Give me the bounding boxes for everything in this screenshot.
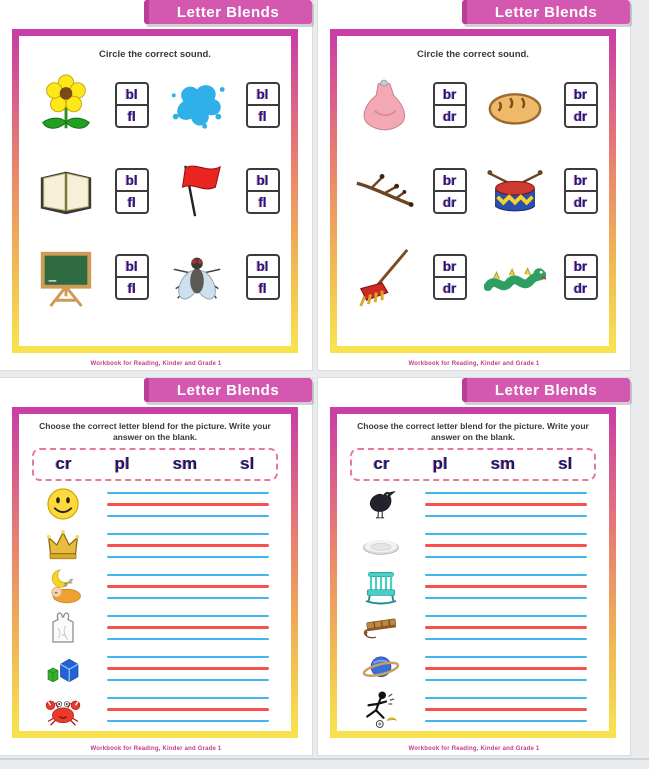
sound-option-box[interactable] — [246, 254, 280, 300]
write-row — [19, 484, 291, 525]
guide-line-blue — [107, 638, 269, 641]
sound-option-bl[interactable]: bl — [256, 172, 269, 188]
write-row — [337, 484, 609, 525]
page-footer: Workbook for Reading, Kinder and Grade 1 — [408, 746, 540, 752]
sound-option-bl[interactable]: bl — [125, 258, 138, 274]
sound-option-br[interactable]: br — [573, 258, 588, 274]
writing-lines — [425, 615, 609, 641]
book-icon — [35, 160, 97, 222]
guide-line-red — [107, 585, 269, 588]
page-footer: Workbook for Reading, Kinder and Grade 1 — [90, 746, 222, 752]
sound-option-bl[interactable]: bl — [256, 86, 269, 102]
guide-line-blue — [107, 697, 269, 700]
sound-option-dr[interactable]: dr — [435, 276, 465, 298]
guide-line-blue — [425, 720, 587, 723]
guide-line-red — [107, 544, 269, 547]
splat-icon — [166, 74, 228, 136]
word-bank-option-sm[interactable]: sm — [490, 454, 516, 474]
page-frame — [12, 407, 298, 738]
page-title: Letter Blends — [494, 381, 598, 399]
write-row — [19, 525, 291, 566]
bread-icon — [484, 74, 546, 136]
sound-option-fl[interactable]: fl — [117, 104, 147, 126]
guide-line-red — [107, 503, 269, 506]
sound-option-br[interactable]: br — [573, 172, 588, 188]
write-row — [19, 689, 291, 730]
guide-line-blue — [425, 574, 587, 577]
sound-option-box[interactable] — [433, 82, 467, 128]
guide-line-blue — [107, 533, 269, 536]
guide-line-blue — [425, 697, 587, 700]
dream-icon — [43, 566, 83, 606]
guide-line-blue — [425, 679, 587, 682]
sound-option-dr[interactable]: dr — [435, 104, 465, 126]
writing-lines — [107, 492, 291, 518]
sound-option-box[interactable] — [564, 254, 598, 300]
guide-line-blue — [425, 656, 587, 659]
blocks-icon — [43, 648, 83, 688]
sound-option-bl[interactable]: bl — [256, 258, 269, 274]
write-row — [19, 648, 291, 689]
guide-line-red — [425, 585, 587, 588]
word-bank — [32, 448, 278, 481]
page-title-banner — [144, 0, 312, 24]
guide-line-blue — [107, 720, 269, 723]
write-items-list — [19, 484, 291, 730]
dress-icon — [353, 74, 415, 136]
guide-line-blue — [425, 492, 587, 495]
word-bank — [350, 448, 596, 481]
instruction-text: Choose the correct letter blend for the picture. Write your answer on the blank. — [39, 421, 271, 443]
writing-lines — [107, 533, 291, 559]
write-row — [337, 689, 609, 730]
write-row — [19, 607, 291, 648]
writing-lines — [425, 574, 609, 600]
sound-option-box[interactable] — [115, 168, 149, 214]
sound-option-bl[interactable]: bl — [125, 172, 138, 188]
page-frame — [330, 407, 616, 738]
crib-icon — [361, 566, 401, 606]
page-title: Letter Blends — [494, 3, 598, 21]
guide-line-blue — [425, 556, 587, 559]
sound-option-dr[interactable]: dr — [566, 190, 596, 212]
branch-icon — [353, 160, 415, 222]
sound-option-br[interactable]: br — [443, 258, 457, 274]
writing-lines — [425, 697, 609, 723]
guide-line-blue — [107, 597, 269, 600]
sled-icon — [361, 607, 401, 647]
page-title: Letter Blends — [176, 381, 280, 399]
word-bank-option-pl[interactable]: pl — [432, 454, 448, 474]
sound-option-box[interactable] — [564, 168, 598, 214]
sound-option-dr[interactable]: dr — [435, 190, 465, 212]
guide-line-red — [425, 544, 587, 547]
word-bank-option-sl[interactable]: sl — [558, 454, 573, 474]
sound-option-box[interactable] — [564, 82, 598, 128]
writing-lines — [107, 656, 291, 682]
writing-lines — [107, 574, 291, 600]
guide-line-red — [425, 708, 587, 711]
page-frame — [330, 29, 616, 353]
word-bank-option-sl[interactable]: sl — [240, 454, 255, 474]
word-bank-option-cr[interactable]: cr — [55, 454, 72, 474]
plastic-bag-icon — [43, 607, 83, 647]
word-bank-option-sm[interactable]: sm — [172, 454, 198, 474]
drum-icon — [484, 160, 546, 222]
sound-option-br[interactable]: br — [443, 172, 457, 188]
planet-icon — [361, 648, 401, 688]
write-row — [337, 607, 609, 648]
guide-line-blue — [425, 597, 587, 600]
write-row — [337, 525, 609, 566]
page-title: Letter Blends — [176, 3, 280, 21]
guide-line-red — [107, 667, 269, 670]
flower-icon — [35, 74, 97, 136]
circle-items-grid — [337, 74, 609, 308]
sound-option-dr[interactable]: dr — [566, 276, 596, 298]
sound-option-br[interactable]: br — [443, 86, 457, 102]
instruction-text: Circle the correct sound. — [417, 49, 529, 60]
dragon-icon — [484, 246, 546, 308]
slip-icon — [361, 689, 401, 729]
page-frame — [12, 29, 298, 353]
sound-option-bl[interactable]: bl — [125, 86, 138, 102]
write-row — [337, 648, 609, 689]
worksheet-page-top-right — [318, 0, 630, 370]
sound-option-box[interactable] — [115, 82, 149, 128]
guide-line-blue — [107, 574, 269, 577]
crown-icon — [43, 525, 83, 565]
writing-lines — [425, 533, 609, 559]
guide-line-red — [425, 667, 587, 670]
crow-icon — [361, 484, 401, 524]
guide-line-blue — [107, 656, 269, 659]
sound-option-box[interactable] — [115, 254, 149, 300]
write-items-list — [337, 484, 609, 730]
worksheet-page-bottom-right — [318, 378, 630, 755]
writing-lines — [425, 492, 609, 518]
sound-option-box[interactable] — [246, 82, 280, 128]
guide-line-blue — [425, 533, 587, 536]
instruction-text: Circle the correct sound. — [99, 49, 211, 60]
worksheet-page-bottom-left — [0, 378, 312, 755]
sound-option-br[interactable]: br — [573, 86, 588, 102]
guide-line-blue — [107, 515, 269, 518]
guide-line-red — [107, 626, 269, 629]
plate-icon — [361, 525, 401, 565]
page-title-banner — [462, 0, 630, 24]
page-footer: Workbook for Reading, Kinder and Grade 1 — [90, 361, 222, 367]
smiley-icon — [43, 484, 83, 524]
guide-line-blue — [107, 492, 269, 495]
write-row — [19, 566, 291, 607]
worksheet-page-top-left — [0, 0, 312, 370]
page-footer: Workbook for Reading, Kinder and Grade 1 — [408, 361, 540, 367]
sound-option-fl[interactable]: fl — [248, 190, 278, 212]
guide-line-blue — [425, 515, 587, 518]
sound-option-fl[interactable]: fl — [248, 104, 278, 126]
crab-icon — [43, 689, 83, 729]
sound-option-box[interactable] — [246, 168, 280, 214]
instruction-text: Choose the correct letter blend for the picture. Write your answer on the blank. — [357, 421, 589, 443]
blackboard-icon — [35, 246, 97, 308]
page-title-banner — [462, 378, 630, 402]
sound-option-fl[interactable]: fl — [117, 276, 147, 298]
guide-line-blue — [425, 615, 587, 618]
guide-line-blue — [107, 615, 269, 618]
guide-line-blue — [107, 679, 269, 682]
word-bank-option-pl[interactable]: pl — [114, 454, 130, 474]
writing-lines — [107, 697, 291, 723]
writing-lines — [425, 656, 609, 682]
circle-items-grid — [19, 74, 291, 308]
sound-option-dr[interactable]: dr — [566, 104, 596, 126]
writing-lines — [107, 615, 291, 641]
fly-icon — [166, 246, 228, 308]
page-title-banner — [144, 378, 312, 402]
sound-option-box[interactable] — [433, 254, 467, 300]
guide-line-red — [107, 708, 269, 711]
write-row — [337, 566, 609, 607]
sound-option-fl[interactable]: fl — [248, 276, 278, 298]
guide-line-blue — [425, 638, 587, 641]
guide-line-red — [425, 503, 587, 506]
sound-option-fl[interactable]: fl — [117, 190, 147, 212]
guide-line-blue — [107, 556, 269, 559]
flag-icon — [166, 160, 228, 222]
sound-option-box[interactable] — [433, 168, 467, 214]
word-bank-option-cr[interactable]: cr — [373, 454, 390, 474]
guide-line-red — [425, 626, 587, 629]
broom-icon — [353, 246, 415, 308]
